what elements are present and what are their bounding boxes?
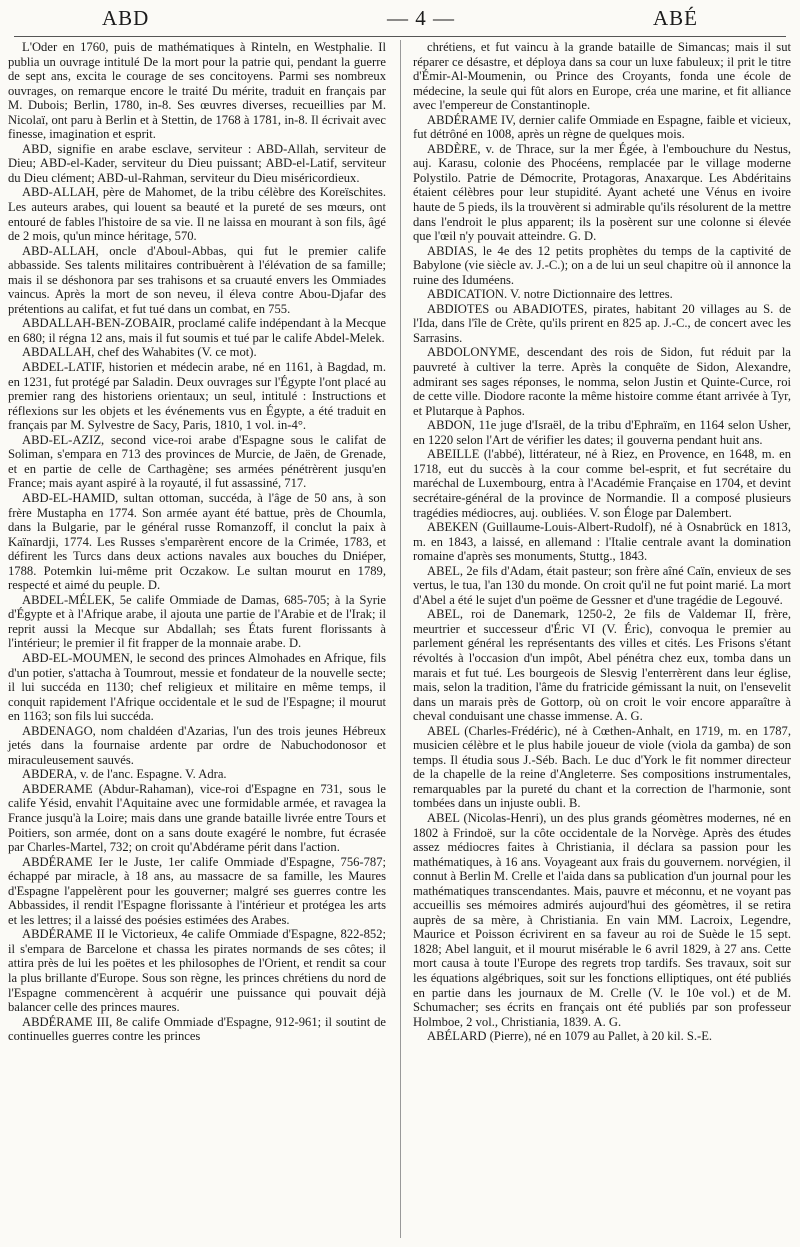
entry-abdallah-wahabites: ABDALLAH, chef des Wahabites (V. ce mot). xyxy=(22,345,257,360)
running-header xyxy=(22,6,778,36)
entry-abdiotes: ABDIOTES ou ABADIOTES, pirates, habitant 20 villages au S. de l'Ida, dans l'île de Crète, qu'ils prirent en 825 ap. J.-C., de concert avec les Sarrasins. xyxy=(413,301,791,345)
entry-abdon: ABDON, 11e juge d'Israël, de la tribu d'Ephraïm, en 1164 selon Usher, en 1220 selon l'Art de vérifier les dates; il gouverna pendant huit ans. xyxy=(413,418,791,447)
right-column xyxy=(413,40,791,1044)
entry-abdera: ABDERA, v. de l'anc. Espagne. V. Adra. xyxy=(22,767,227,782)
entry-abderame-iv: ABDÉRAME IV, dernier calife Ommiade en Espagne, faible et vicieux, fut détrôné en 1008, après un règne de quelques mois. xyxy=(413,112,791,142)
header-rule xyxy=(14,36,786,37)
entry-abeille: ABEILLE (l'abbé), littérateur, né à Riez, en Provence, en 1648, m. en 1718, eut du succès à la cour comme bel-esprit, et fut secrétaire du maréchal de Luxembourg, entra à l'Académie Française en 1704, et devint secrétaire-général de la province de Normandie. Il a composé plusieurs tragédies médiocres, auj. oubliées. V. son Éloge par Dalembert. xyxy=(413,447,791,520)
header-left-guide-word: ABD xyxy=(102,6,150,30)
column-divider xyxy=(400,40,401,1238)
entry-abdias: ABDIAS, le 4e des 12 petits prophètes du temps de la captivité de Babylone (vie siècle av. J.-C.); on a de lui un seul chapitre où il annonce la ruine des Iduméens. xyxy=(413,243,791,287)
entry-abd: ABD, signifie en arabe esclave, serviteur : ABD-Allah, serviteur de Dieu; ABD-el-Kader, serviteur du Dieu puissant; ABD-el-Latif, serviteur du Dieu clément; ABD-ul-Rahman, serviteur du Dieu miséricordieux. xyxy=(8,141,386,185)
entry-abderame-i: ABDÉRAME Ier le Juste, 1er calife Ommiade d'Espagne, 756-787; échappé par miracle, à 18 ans, au massacre de sa famille, les Maures d'Espagne l'appelèrent pour les gouverner; malgré ses guerres contre les Abbassides, il rendit l'Espagne florissante à l'intérieur et protégea les arts et les lettres; il a laissé des poésies estimées des Arabes. xyxy=(8,854,386,927)
entry-continuation: chrétiens, et fut vaincu à la grande bataille de Simancas; mais il sut réparer ce désastre, et déploya dans sa cour un luxe fabuleux; il prit le titre d'Émir-Al-Moumenin, ou Prince des Croyants, fonda une école de médecine, la seule qui fût alors en Europe, créa une marine, et fit alliance avec l'empereur de Constantinople. xyxy=(413,40,791,113)
entry-abd-el-moumen: ABD-EL-MOUMEN, le second des princes Almohades en Afrique, fils d'un potier, s'attacha à Toumrout, messie et fondateur de la nouvelle secte; il lui succéda en 1130; chef religieux et militaire en même temps, il conquit rapidement l'Afrique occidentale et le sud de l'Espagne; il mourut en 1163; son fils lui succéda. xyxy=(8,650,386,724)
entry-abelard: ABÉLARD (Pierre), né en 1079 au Pallet, à 20 kil. S.-E. xyxy=(427,1029,713,1044)
entry-abderame-ii: ABDÉRAME II le Victorieux, 4e calife Ommiade d'Espagne, 822-852; il s'empara de Barcelone et chassa les pirates normands de ses côtes; il attira près de lui les poëtes et les philosophes de l'Orient, et rendit sa cour la plus brillante d'Europe. Sous son règne, les princes chrétiens du nord de l'Espagne commencèrent à acquérir une puissance qui pouvait déjà balancer celle des princes maures. xyxy=(8,927,386,1015)
left-column xyxy=(8,40,386,1044)
page-number: — 4 — xyxy=(387,6,455,30)
entry-abd-el-hamid: ABD-EL-HAMID, sultan ottoman, succéda, à l'âge de 50 ans, à son frère Mustapha en 1774. Son armée ayant été battue, près de Choumla, dans la Bulgarie, par le général russe Romanzoff, il conclut la paix à Kaïnardji, 1774. Les Russes s'emparèrent encore de la Crimée, 1783, et défirent les Turcs dans deux actions navales aux bouches du Dniéper, 1788. Potemkin lui-même prit Oczakow. Le sultan mourut en 1789, respecté et aimé du peuple. D. xyxy=(8,490,386,593)
entry-abderame-iii: ABDÉRAME III, 8e calife Ommiade d'Espagne, 912-961; il soutint de continuelles guerres contre les princes xyxy=(8,1014,386,1044)
header-right-guide-word: ABÉ xyxy=(653,6,698,30)
entry-abdel-melek: ABDEL-MÉLEK, 5e calife Ommiade de Damas, 685-705; à la Syrie d'Égypte et à l'Afrique arabe, il ajouta une partie de l'Arabie et de l'Irak; il reprit aussi la Mecque sur Abdallah; ses États furent florissants à l'intérieur; le premier il fit frapper de la monnaie arabe. D. xyxy=(8,592,386,651)
entry-abel-nicolas-henri: ABEL (Nicolas-Henri), un des plus grands géomètres modernes, né en 1802 à Frindoë, sur la côte occidentale de la Norvège. Après des études assez médiocres faites à Christiania, il déclara sa passion pour les mathématiques, à 16 ans. Voyageant aux frais du gouvernem. norvégien, il connut à Berlin M. Crelle et l'aida dans sa publication d'un journal pour les mathématiques transcendantes. Mais, pauvre et méconnu, et ne voyant pas accueillis ses mémoires admirés aujourd'hui des géomètres, il se retira auprès de sa mère, à Christiania. En vain MM. Lacroix, Legendre, Maurice et Poisson écrivirent en sa faveur au roi de Suède le 15 sept. 1828; Abel languit, et il mourut misérable le 6 avril 1829, à 27 ans. Cette mort causa à toute l'Europe des regrets trop tardifs. Ses travaux, soit sur les équations algébriques, soit sur les fonctions elliptiques, ont été publiés en partie dans les journaux de M. Crelle (V. le 10e vol.) et de M. Schumacher; ses écrits en français ont été publiés par son professeur Holmboe, 2 vol., Christiania, 1839. A. G. xyxy=(413,810,791,1029)
entry-abel: ABEL, 2e fils d'Adam, était pasteur; son frère aîné Caïn, envieux de ses vertus, le tua, l'an 130 du monde. On croit qu'il ne fut point marié. La mort d'Abel a été le sujet d'un poëme de Gessner et d'une tragédie de Legouvé. xyxy=(413,563,791,607)
entry-abdication: ABDICATION. V. notre Dictionnaire des lettres. xyxy=(427,287,673,302)
entry-abderame: ABDERAME (Abdur-Rahaman), vice-roi d'Espagne en 731, sous le calife Yésid, envahit l'Aquitaine avec une formidable armée, et ravagea la France jusqu'à la Loire; mais dans une grande bataille livrée entre Tours et Poitiers, son armée, dont on a sans doute exagéré le nombre, fut écrasée par Charles-Martel, 732; on croit qu'Abdérame périt dans l'action. xyxy=(8,781,386,855)
entry-abeken: ABEKEN (Guillaume-Louis-Albert-Rudolf), né à Osnabrück en 1813, m. en 1843, a laissé, en allemand : l'Italie centrale avant la domination romaine d'après ses monuments, Stuttg., 1843. xyxy=(413,520,791,564)
entry-abd-el-aziz: ABD-EL-AZIZ, second vice-roi arabe d'Espagne sous le califat de Soliman, s'empara en 713 des provinces de Murcie, de Jaën, de Grenade, et en partie de celle de Carthagène; ses armées pénétrèrent jusqu'en France; mais ayant aspiré à la royauté, il fut assassiné, 717. xyxy=(8,432,386,491)
entry-abdallah-ben-zobair: ABDALLAH-BEN-ZOBAIR, proclamé calife indépendant à la Mecque en 680; il régna 12 ans, mais il fut soumis et tué par le calife Abdel-Melek. xyxy=(8,316,386,345)
entry-abdenago: ABDENAGO, nom chaldéen d'Azarias, l'un des trois jeunes Hébreux jetés dans la fournaise ardente par ordre de Nabuchodonosor et miraculeusement sauvés. xyxy=(8,723,386,767)
entry-abd-allah-father: ABD-ALLAH, père de Mahomet, de la tribu célèbre des Koreïschites. Les auteurs arabes, qui louent sa beauté et la pureté de ses mœurs, ont entouré de fables l'histoire de sa vie. Il ne laissa en mourant à son fils, âgé de 2 mois, qu'un mince héritage, 570. xyxy=(8,185,386,244)
entry-abdere: ABDÈRE, v. de Thrace, sur la mer Égée, à l'embouchure du Nestus, auj. Karasu, colonie des Phocéens, remplacée par le village moderne Polystilo. Patrie de Démocrite, Protagoras, Anaxarque. Les Abdéritains étaient célèbres pour leur stupidité. Ayant acheté une Vénus en ivoire haute de 5 pieds, ils la trouvèrent si admirable qu'ils résolurent de la mettre dans l'endroit le plus apparent; ils la posèrent sur une colonne si élevée que l'œil n'y pouvait atteindre. G. D. xyxy=(413,141,791,244)
entry-abel-charles-frederic: ABEL (Charles-Frédéric), né à Cœthen-Anhalt, en 1719, m. en 1787, musicien célèbre et le plus habile joueur de viole (viola da gamba) de son temps. Il étudia sous J.-Séb. Bach. Le duc d'York le fit nommer directeur de la chapelle de la reine d'Angleterre. Ses compositions instrumentales, remarquables par la pureté du chant et la correction de l'harmonie, sont tombées dans un injuste oubli. B. xyxy=(413,723,791,811)
entry-paragraph: L'Oder en 1760, puis de mathématiques à Rinteln, en Westphalie. Il publia un ouvrage intitulé De la mort pour la patrie qui, pendant la guerre de sept ans, excita le courage de ses concitoyens. Parmi ses nombreux ouvrages, on remarque encore le traité Du mérite, traduit en français par M. Dubois; Berlin, 1780, in-8. Ses œuvres diverses, recueillies par M. Nicolaï, ont paru à Berlin et à Stettin, de 1768 à 1781, in-8. Il écrivait avec finesse, imagination et esprit. xyxy=(8,40,386,142)
entry-abd-allah-uncle: ABD-ALLAH, oncle d'Aboul-Abbas, qui fut le premier calife abbasside. Ses talents militaires contribuèrent à l'élévation de sa famille; mais il se déshonora par ses trahisons et sa cruauté envers les Ommiades vaincus. Après la mort de son neveu, il éleva contre Abou-Djafar des prétentions au califat, et fut tué dans un combat, en 755. xyxy=(8,243,386,316)
entry-abdel-latif: ABDEL-LATIF, historien et médecin arabe, né en 1161, à Bagdad, m. en 1231, fut protégé par Saladin. Deux ouvrages sur l'Égypte l'ont placé au premier rang des historiens orientaux; un seul, intitulé : Instructions et réflexions sur les objets et les événements vus en Égypte, a été traduit en français par M. Sylvestre de Sacy, Paris, 1810, 1 vol. in-4°. xyxy=(8,360,386,433)
entry-abdolonyme: ABDOLONYME, descendant des rois de Sidon, fut réduit par la pauvreté à cultiver la terre. Après la conquête de Sidon, Alexandre, admirant ses sages réponses, le nomma, selon Justin et Quinte-Curce, roi de cette ville. Diodore raconte la même histoire comme étant arrivée à Tyr, et Plutarque à Paphos. xyxy=(413,345,791,418)
entry-abel-roi: ABEL, roi de Danemark, 1250-2, 2e fils de Valdemar II, frère, meurtrier et successeur d'Éric VI (V. Éric), convoqua le premier au parlement général les représentants des villes et cités. Les Frisons s'étant révoltés à l'occasion d'un impôt, Abel pénétra chez eux, tomba dans un marais et fut tué. Les bourgeois de Slesvig l'enterrèrent dans leur église, mais, selon la tradition, l'âme du fratricide gémissant la nuit, on l'ensevelit dans un marais près de Gottorp, où on croit le voir encore apparaître à cheval conduisant une chasse immense. A. G. xyxy=(413,607,791,724)
